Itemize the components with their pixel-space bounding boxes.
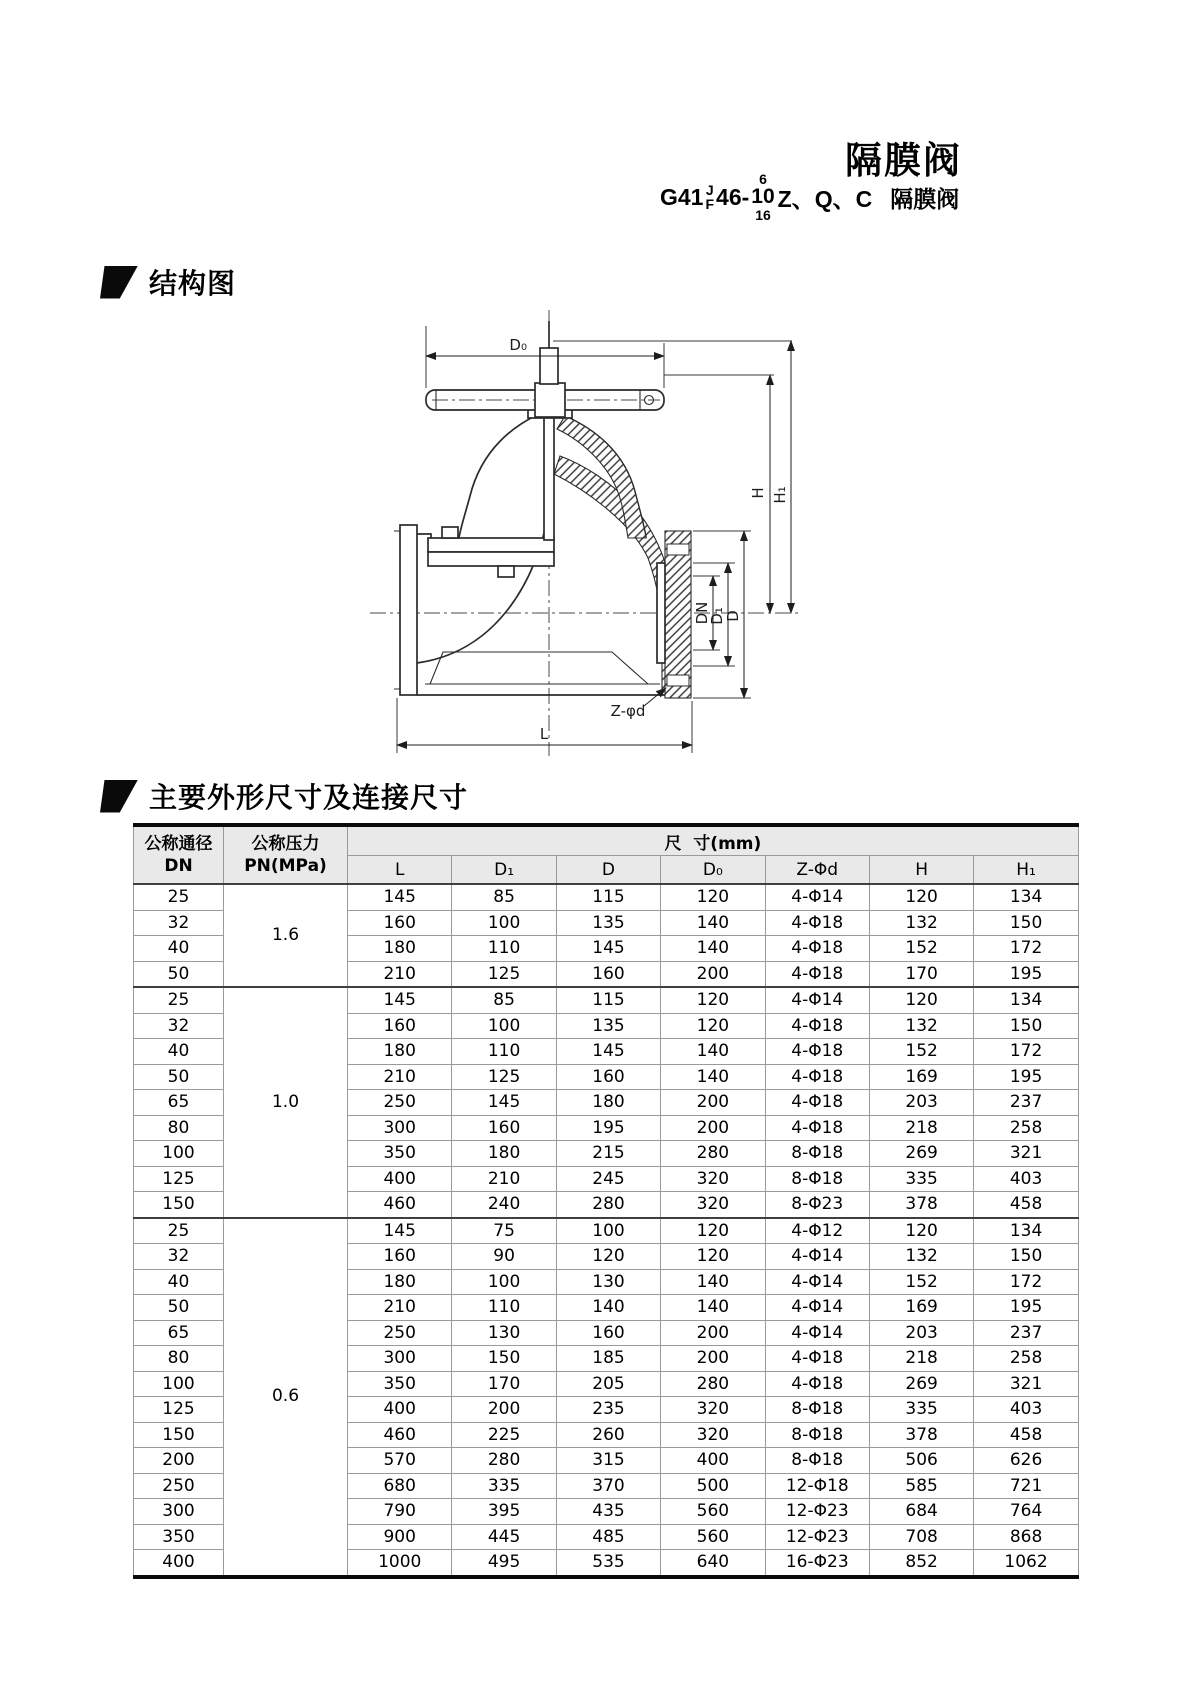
model-prefix: G41 bbox=[660, 183, 704, 210]
table-row bbox=[134, 1218, 1079, 1244]
cell-dn: 32 bbox=[134, 1013, 224, 1039]
model-pn16: 16 bbox=[755, 206, 771, 223]
cell-dim: 460 bbox=[348, 1422, 452, 1448]
cell-dim: 140 bbox=[661, 1269, 765, 1295]
cell-dim: 185 bbox=[556, 1346, 660, 1372]
cell-dim: 85 bbox=[452, 987, 556, 1013]
cell-dn: 25 bbox=[134, 884, 224, 910]
cell-dim: 134 bbox=[974, 987, 1078, 1013]
cell-dim: 320 bbox=[661, 1166, 765, 1192]
cell-dim: 205 bbox=[556, 1371, 660, 1397]
cell-dim: 203 bbox=[869, 1090, 973, 1116]
cell-dim: 195 bbox=[974, 1295, 1078, 1321]
cell-dim: 280 bbox=[661, 1141, 765, 1167]
cell-dim: 120 bbox=[661, 1244, 765, 1270]
stem-nut bbox=[540, 348, 558, 384]
bolt-callout-leader bbox=[644, 688, 666, 706]
cell-dim: 200 bbox=[661, 1115, 765, 1141]
cell-dim: 280 bbox=[661, 1371, 765, 1397]
cell-dim: 269 bbox=[869, 1371, 973, 1397]
cell-dim: 100 bbox=[452, 1269, 556, 1295]
cell-dim: 145 bbox=[348, 1218, 452, 1244]
cell-dim: 458 bbox=[974, 1422, 1078, 1448]
cell-dim: 460 bbox=[348, 1192, 452, 1218]
cell-dim: 120 bbox=[556, 1244, 660, 1270]
dim-label-z-phi-d: Z-φd bbox=[610, 702, 646, 720]
model-pn10: 10 bbox=[751, 185, 775, 209]
model-mid: 46- bbox=[716, 183, 750, 210]
header-d1: D₁ bbox=[452, 856, 556, 885]
cell-dim: 140 bbox=[556, 1295, 660, 1321]
cell-dim: 145 bbox=[556, 936, 660, 962]
cell-dim: 200 bbox=[661, 1346, 765, 1372]
cell-dim: 335 bbox=[452, 1473, 556, 1499]
cell-dim: 145 bbox=[556, 1039, 660, 1065]
cell-dim: 152 bbox=[869, 936, 973, 962]
dim-label-l: L bbox=[539, 725, 549, 743]
cell-dim: 335 bbox=[869, 1397, 973, 1423]
cell-dim: 764 bbox=[974, 1499, 1078, 1525]
cell-dim: 300 bbox=[348, 1346, 452, 1372]
cell-dim: 160 bbox=[348, 910, 452, 936]
cell-dim: 335 bbox=[869, 1166, 973, 1192]
bolt-hole-top bbox=[667, 544, 689, 555]
cell-dim: 115 bbox=[556, 987, 660, 1013]
cell-dim: 585 bbox=[869, 1473, 973, 1499]
cell-dim: 378 bbox=[869, 1192, 973, 1218]
header-z-phi-d: Z-Φd bbox=[765, 856, 869, 885]
cell-dim: 320 bbox=[661, 1422, 765, 1448]
header-dn-title: 公称通径 bbox=[144, 833, 213, 854]
cell-dim: 125 bbox=[452, 961, 556, 987]
cell-dim: 684 bbox=[869, 1499, 973, 1525]
dim-label-d: D bbox=[724, 610, 742, 622]
cell-dim: 852 bbox=[869, 1550, 973, 1577]
dimensions-table bbox=[133, 823, 1079, 1579]
header-pn-sub: PN(MPa) bbox=[244, 856, 327, 876]
cell-dn: 125 bbox=[134, 1166, 224, 1192]
cell-dim: 120 bbox=[869, 1218, 973, 1244]
cell-dim: 868 bbox=[974, 1524, 1078, 1550]
cell-dim: 218 bbox=[869, 1115, 973, 1141]
cell-dim: 321 bbox=[974, 1141, 1078, 1167]
cell-dim: 400 bbox=[348, 1397, 452, 1423]
cell-dn: 200 bbox=[134, 1448, 224, 1474]
cell-dim: 4-Φ18 bbox=[765, 1346, 869, 1372]
dimensions-table-wrap bbox=[133, 823, 1079, 1579]
cell-dim: 370 bbox=[556, 1473, 660, 1499]
section-dimensions bbox=[100, 776, 468, 816]
cell-dim: 170 bbox=[452, 1371, 556, 1397]
cell-dim: 75 bbox=[452, 1218, 556, 1244]
cell-dim: 132 bbox=[869, 1244, 973, 1270]
cell-dim: 16-Φ23 bbox=[765, 1550, 869, 1577]
cell-dim: 4-Φ18 bbox=[765, 1090, 869, 1116]
cell-dim: 134 bbox=[974, 1218, 1078, 1244]
cell-dn: 40 bbox=[134, 1269, 224, 1295]
cell-dim: 160 bbox=[556, 1320, 660, 1346]
cell-dim: 258 bbox=[974, 1115, 1078, 1141]
cell-dim: 315 bbox=[556, 1448, 660, 1474]
cell-dn: 150 bbox=[134, 1422, 224, 1448]
header-dimensions: 尺 寸(mm) bbox=[348, 825, 1079, 856]
cell-dim: 100 bbox=[452, 1013, 556, 1039]
cell-dim: 160 bbox=[348, 1013, 452, 1039]
cell-dim: 134 bbox=[974, 884, 1078, 910]
model-product-name: 隔膜阀 bbox=[890, 185, 960, 212]
cell-dim: 210 bbox=[348, 961, 452, 987]
cell-dn: 80 bbox=[134, 1346, 224, 1372]
cell-dim: 130 bbox=[452, 1320, 556, 1346]
dim-label-d0: D₀ bbox=[509, 336, 527, 354]
cell-dn: 300 bbox=[134, 1499, 224, 1525]
cell-dim: 160 bbox=[348, 1244, 452, 1270]
model-suffix: Z、Q、C bbox=[777, 185, 873, 212]
bonnet-bolt2 bbox=[498, 566, 514, 577]
cell-dn: 150 bbox=[134, 1192, 224, 1218]
cell-dn: 50 bbox=[134, 961, 224, 987]
valve-structure-diagram bbox=[330, 298, 810, 763]
cell-dim: 203 bbox=[869, 1320, 973, 1346]
cell-dim: 140 bbox=[661, 1064, 765, 1090]
header-l: L bbox=[348, 856, 452, 885]
bonnet-bolt bbox=[442, 527, 458, 538]
cell-dim: 180 bbox=[348, 1269, 452, 1295]
cell-dim: 245 bbox=[556, 1166, 660, 1192]
cell-dim: 269 bbox=[869, 1141, 973, 1167]
cell-dn: 25 bbox=[134, 987, 224, 1013]
cell-dim: 280 bbox=[452, 1448, 556, 1474]
cell-dim: 150 bbox=[452, 1346, 556, 1372]
cell-dim: 900 bbox=[348, 1524, 452, 1550]
cell-dim: 200 bbox=[661, 1090, 765, 1116]
cell-dim: 8-Φ18 bbox=[765, 1448, 869, 1474]
cell-dim: 4-Φ14 bbox=[765, 987, 869, 1013]
cell-dim: 4-Φ18 bbox=[765, 1064, 869, 1090]
cell-dim: 4-Φ18 bbox=[765, 1039, 869, 1065]
cell-dim: 172 bbox=[974, 1039, 1078, 1065]
cell-dim: 90 bbox=[452, 1244, 556, 1270]
cell-dim: 400 bbox=[661, 1448, 765, 1474]
cell-pn: 1.0 bbox=[224, 987, 348, 1218]
cell-dim: 458 bbox=[974, 1192, 1078, 1218]
cell-dim: 320 bbox=[661, 1192, 765, 1218]
model-option-f: F bbox=[705, 196, 715, 212]
cell-dim: 403 bbox=[974, 1166, 1078, 1192]
cell-dim: 626 bbox=[974, 1448, 1078, 1474]
cell-dim: 260 bbox=[556, 1422, 660, 1448]
cell-dim: 400 bbox=[348, 1166, 452, 1192]
cell-dn: 65 bbox=[134, 1320, 224, 1346]
cell-dim: 790 bbox=[348, 1499, 452, 1525]
cell-dim: 300 bbox=[348, 1115, 452, 1141]
model-pn6: 6 bbox=[759, 171, 767, 188]
cell-dim: 160 bbox=[452, 1115, 556, 1141]
cell-dim: 152 bbox=[869, 1269, 973, 1295]
header-h1: H₁ bbox=[974, 856, 1078, 885]
section-structure bbox=[100, 262, 236, 302]
section-title: 主要外形尺寸及连接尺寸 bbox=[149, 781, 469, 814]
model-option-j: J bbox=[705, 181, 714, 198]
cell-dim: 8-Φ18 bbox=[765, 1422, 869, 1448]
cell-dn: 65 bbox=[134, 1090, 224, 1116]
dim-label-d1: D₁ bbox=[708, 607, 726, 625]
cell-dim: 1062 bbox=[974, 1550, 1078, 1577]
cell-dim: 140 bbox=[661, 910, 765, 936]
cell-dim: 180 bbox=[452, 1141, 556, 1167]
cell-dim: 120 bbox=[661, 1013, 765, 1039]
cell-dim: 378 bbox=[869, 1422, 973, 1448]
cell-dim: 8-Φ23 bbox=[765, 1192, 869, 1218]
cell-dim: 12-Φ18 bbox=[765, 1473, 869, 1499]
cell-dim: 100 bbox=[452, 910, 556, 936]
cell-dim: 506 bbox=[869, 1448, 973, 1474]
table-row bbox=[134, 987, 1079, 1013]
cell-pn: 0.6 bbox=[224, 1218, 348, 1577]
cell-dim: 120 bbox=[661, 987, 765, 1013]
cell-dim: 140 bbox=[661, 1295, 765, 1321]
cell-dim: 708 bbox=[869, 1524, 973, 1550]
cell-dim: 145 bbox=[348, 987, 452, 1013]
stem-lower bbox=[544, 418, 554, 540]
model-designation bbox=[660, 170, 959, 224]
cell-dim: 210 bbox=[348, 1295, 452, 1321]
cell-dim: 570 bbox=[348, 1448, 452, 1474]
model-body-material-stack bbox=[705, 183, 714, 212]
header-pn-title: 公称压力 bbox=[251, 833, 320, 854]
cell-dim: 172 bbox=[974, 1269, 1078, 1295]
cell-dim: 721 bbox=[974, 1473, 1078, 1499]
cell-dim: 132 bbox=[869, 910, 973, 936]
cell-dim: 195 bbox=[974, 1064, 1078, 1090]
bonnet-flange-lower bbox=[428, 552, 554, 566]
table-row bbox=[134, 884, 1079, 910]
cell-dim: 170 bbox=[869, 961, 973, 987]
cell-dn: 40 bbox=[134, 1039, 224, 1065]
cell-dn: 350 bbox=[134, 1524, 224, 1550]
cell-dim: 120 bbox=[661, 884, 765, 910]
cell-dim: 218 bbox=[869, 1346, 973, 1372]
cell-dim: 4-Φ18 bbox=[765, 1115, 869, 1141]
cell-dim: 435 bbox=[556, 1499, 660, 1525]
cell-dim: 321 bbox=[974, 1371, 1078, 1397]
cell-dim: 12-Φ23 bbox=[765, 1499, 869, 1525]
cell-dim: 4-Φ14 bbox=[765, 1269, 869, 1295]
cell-dim: 145 bbox=[348, 884, 452, 910]
cell-dim: 132 bbox=[869, 1013, 973, 1039]
cell-dim: 195 bbox=[974, 961, 1078, 987]
raised-face bbox=[657, 563, 665, 663]
section-title: 结构图 bbox=[149, 267, 237, 300]
cell-dim: 403 bbox=[974, 1397, 1078, 1423]
cell-dim: 237 bbox=[974, 1320, 1078, 1346]
cell-dim: 280 bbox=[556, 1192, 660, 1218]
cell-dim: 485 bbox=[556, 1524, 660, 1550]
cell-dim: 640 bbox=[661, 1550, 765, 1577]
cell-dim: 180 bbox=[556, 1090, 660, 1116]
cell-dim: 169 bbox=[869, 1064, 973, 1090]
cell-dn: 32 bbox=[134, 1244, 224, 1270]
cell-dim: 350 bbox=[348, 1371, 452, 1397]
cell-dim: 250 bbox=[348, 1320, 452, 1346]
cell-dim: 125 bbox=[452, 1064, 556, 1090]
cell-dim: 495 bbox=[452, 1550, 556, 1577]
cell-dim: 680 bbox=[348, 1473, 452, 1499]
cell-dim: 4-Φ14 bbox=[765, 884, 869, 910]
cell-dim: 8-Φ18 bbox=[765, 1397, 869, 1423]
cell-dim: 120 bbox=[661, 1218, 765, 1244]
cell-dim: 4-Φ18 bbox=[765, 1371, 869, 1397]
cell-dim: 110 bbox=[452, 1039, 556, 1065]
cell-dn: 400 bbox=[134, 1550, 224, 1577]
cell-dim: 4-Φ14 bbox=[765, 1244, 869, 1270]
cell-dim: 235 bbox=[556, 1397, 660, 1423]
cell-dim: 120 bbox=[869, 884, 973, 910]
cell-dim: 258 bbox=[974, 1346, 1078, 1372]
header-h: H bbox=[869, 856, 973, 885]
cell-dim: 4-Φ18 bbox=[765, 910, 869, 936]
dim-label-h: H bbox=[749, 487, 767, 499]
cell-dim: 200 bbox=[452, 1397, 556, 1423]
cell-dn: 100 bbox=[134, 1371, 224, 1397]
cell-dim: 395 bbox=[452, 1499, 556, 1525]
cell-dn: 50 bbox=[134, 1295, 224, 1321]
cell-dim: 180 bbox=[348, 936, 452, 962]
cell-dim: 4-Φ18 bbox=[765, 1013, 869, 1039]
cell-pn: 1.6 bbox=[224, 884, 348, 987]
header-dn-sub: DN bbox=[164, 856, 193, 876]
header-d: D bbox=[556, 856, 660, 885]
cell-dn: 100 bbox=[134, 1141, 224, 1167]
cell-dn: 80 bbox=[134, 1115, 224, 1141]
cell-dim: 225 bbox=[452, 1422, 556, 1448]
cell-dim: 560 bbox=[661, 1524, 765, 1550]
cell-dim: 250 bbox=[348, 1090, 452, 1116]
cell-dim: 240 bbox=[452, 1192, 556, 1218]
cell-dim: 210 bbox=[452, 1166, 556, 1192]
section-flag-icon bbox=[100, 780, 138, 813]
cell-dim: 4-Φ14 bbox=[765, 1295, 869, 1321]
cell-dim: 130 bbox=[556, 1269, 660, 1295]
weir-curve bbox=[417, 498, 551, 663]
bolt-hole-bottom bbox=[667, 675, 689, 686]
cell-dim: 135 bbox=[556, 910, 660, 936]
handwheel-hub bbox=[535, 383, 565, 417]
cell-dim: 195 bbox=[556, 1115, 660, 1141]
right-flange-section bbox=[665, 531, 691, 698]
cell-dim: 160 bbox=[556, 961, 660, 987]
cell-dim: 4-Φ14 bbox=[765, 1320, 869, 1346]
cell-dn: 50 bbox=[134, 1064, 224, 1090]
cell-dim: 200 bbox=[661, 1320, 765, 1346]
dim-label-h1: H₁ bbox=[771, 486, 789, 504]
cell-dim: 110 bbox=[452, 1295, 556, 1321]
cell-dn: 25 bbox=[134, 1218, 224, 1244]
cell-dim: 12-Φ23 bbox=[765, 1524, 869, 1550]
cell-dim: 500 bbox=[661, 1473, 765, 1499]
cell-dim: 200 bbox=[661, 961, 765, 987]
cell-dim: 150 bbox=[974, 1244, 1078, 1270]
cell-dim: 150 bbox=[974, 1013, 1078, 1039]
cell-dim: 320 bbox=[661, 1397, 765, 1423]
dimension-table-body bbox=[134, 884, 1079, 1577]
cell-dim: 100 bbox=[556, 1218, 660, 1244]
cell-dn: 250 bbox=[134, 1473, 224, 1499]
cell-dim: 85 bbox=[452, 884, 556, 910]
cell-dn: 125 bbox=[134, 1397, 224, 1423]
cell-dim: 140 bbox=[661, 936, 765, 962]
header-dn bbox=[134, 825, 224, 884]
cell-dim: 4-Φ12 bbox=[765, 1218, 869, 1244]
cell-dim: 1000 bbox=[348, 1550, 452, 1577]
cell-dim: 169 bbox=[869, 1295, 973, 1321]
cell-dim: 445 bbox=[452, 1524, 556, 1550]
header-d0: D₀ bbox=[661, 856, 765, 885]
cell-dim: 535 bbox=[556, 1550, 660, 1577]
cell-dim: 160 bbox=[556, 1064, 660, 1090]
section-flag-icon bbox=[100, 266, 138, 299]
bonnet-flange-upper bbox=[428, 538, 554, 552]
cell-dim: 350 bbox=[348, 1141, 452, 1167]
cell-dim: 560 bbox=[661, 1499, 765, 1525]
cell-dim: 210 bbox=[348, 1064, 452, 1090]
cell-dim: 152 bbox=[869, 1039, 973, 1065]
page-title: 隔膜阀 bbox=[845, 138, 962, 182]
cell-dim: 4-Φ18 bbox=[765, 961, 869, 987]
cell-dn: 32 bbox=[134, 910, 224, 936]
cell-dim: 4-Φ18 bbox=[765, 936, 869, 962]
left-flange bbox=[400, 525, 417, 695]
cell-dim: 8-Φ18 bbox=[765, 1166, 869, 1192]
cell-dim: 140 bbox=[661, 1039, 765, 1065]
header-pn bbox=[224, 825, 348, 884]
cell-dim: 110 bbox=[452, 936, 556, 962]
cell-dim: 172 bbox=[974, 936, 1078, 962]
cell-dim: 120 bbox=[869, 987, 973, 1013]
cell-dim: 145 bbox=[452, 1090, 556, 1116]
cell-dn: 40 bbox=[134, 936, 224, 962]
cell-dim: 237 bbox=[974, 1090, 1078, 1116]
cell-dim: 150 bbox=[974, 910, 1078, 936]
dim-label-dn: DN bbox=[693, 601, 711, 625]
cell-dim: 180 bbox=[348, 1039, 452, 1065]
cell-dim: 215 bbox=[556, 1141, 660, 1167]
cell-dim: 135 bbox=[556, 1013, 660, 1039]
cell-dim: 8-Φ18 bbox=[765, 1141, 869, 1167]
cell-dim: 115 bbox=[556, 884, 660, 910]
model-pressure-stack bbox=[751, 172, 774, 222]
